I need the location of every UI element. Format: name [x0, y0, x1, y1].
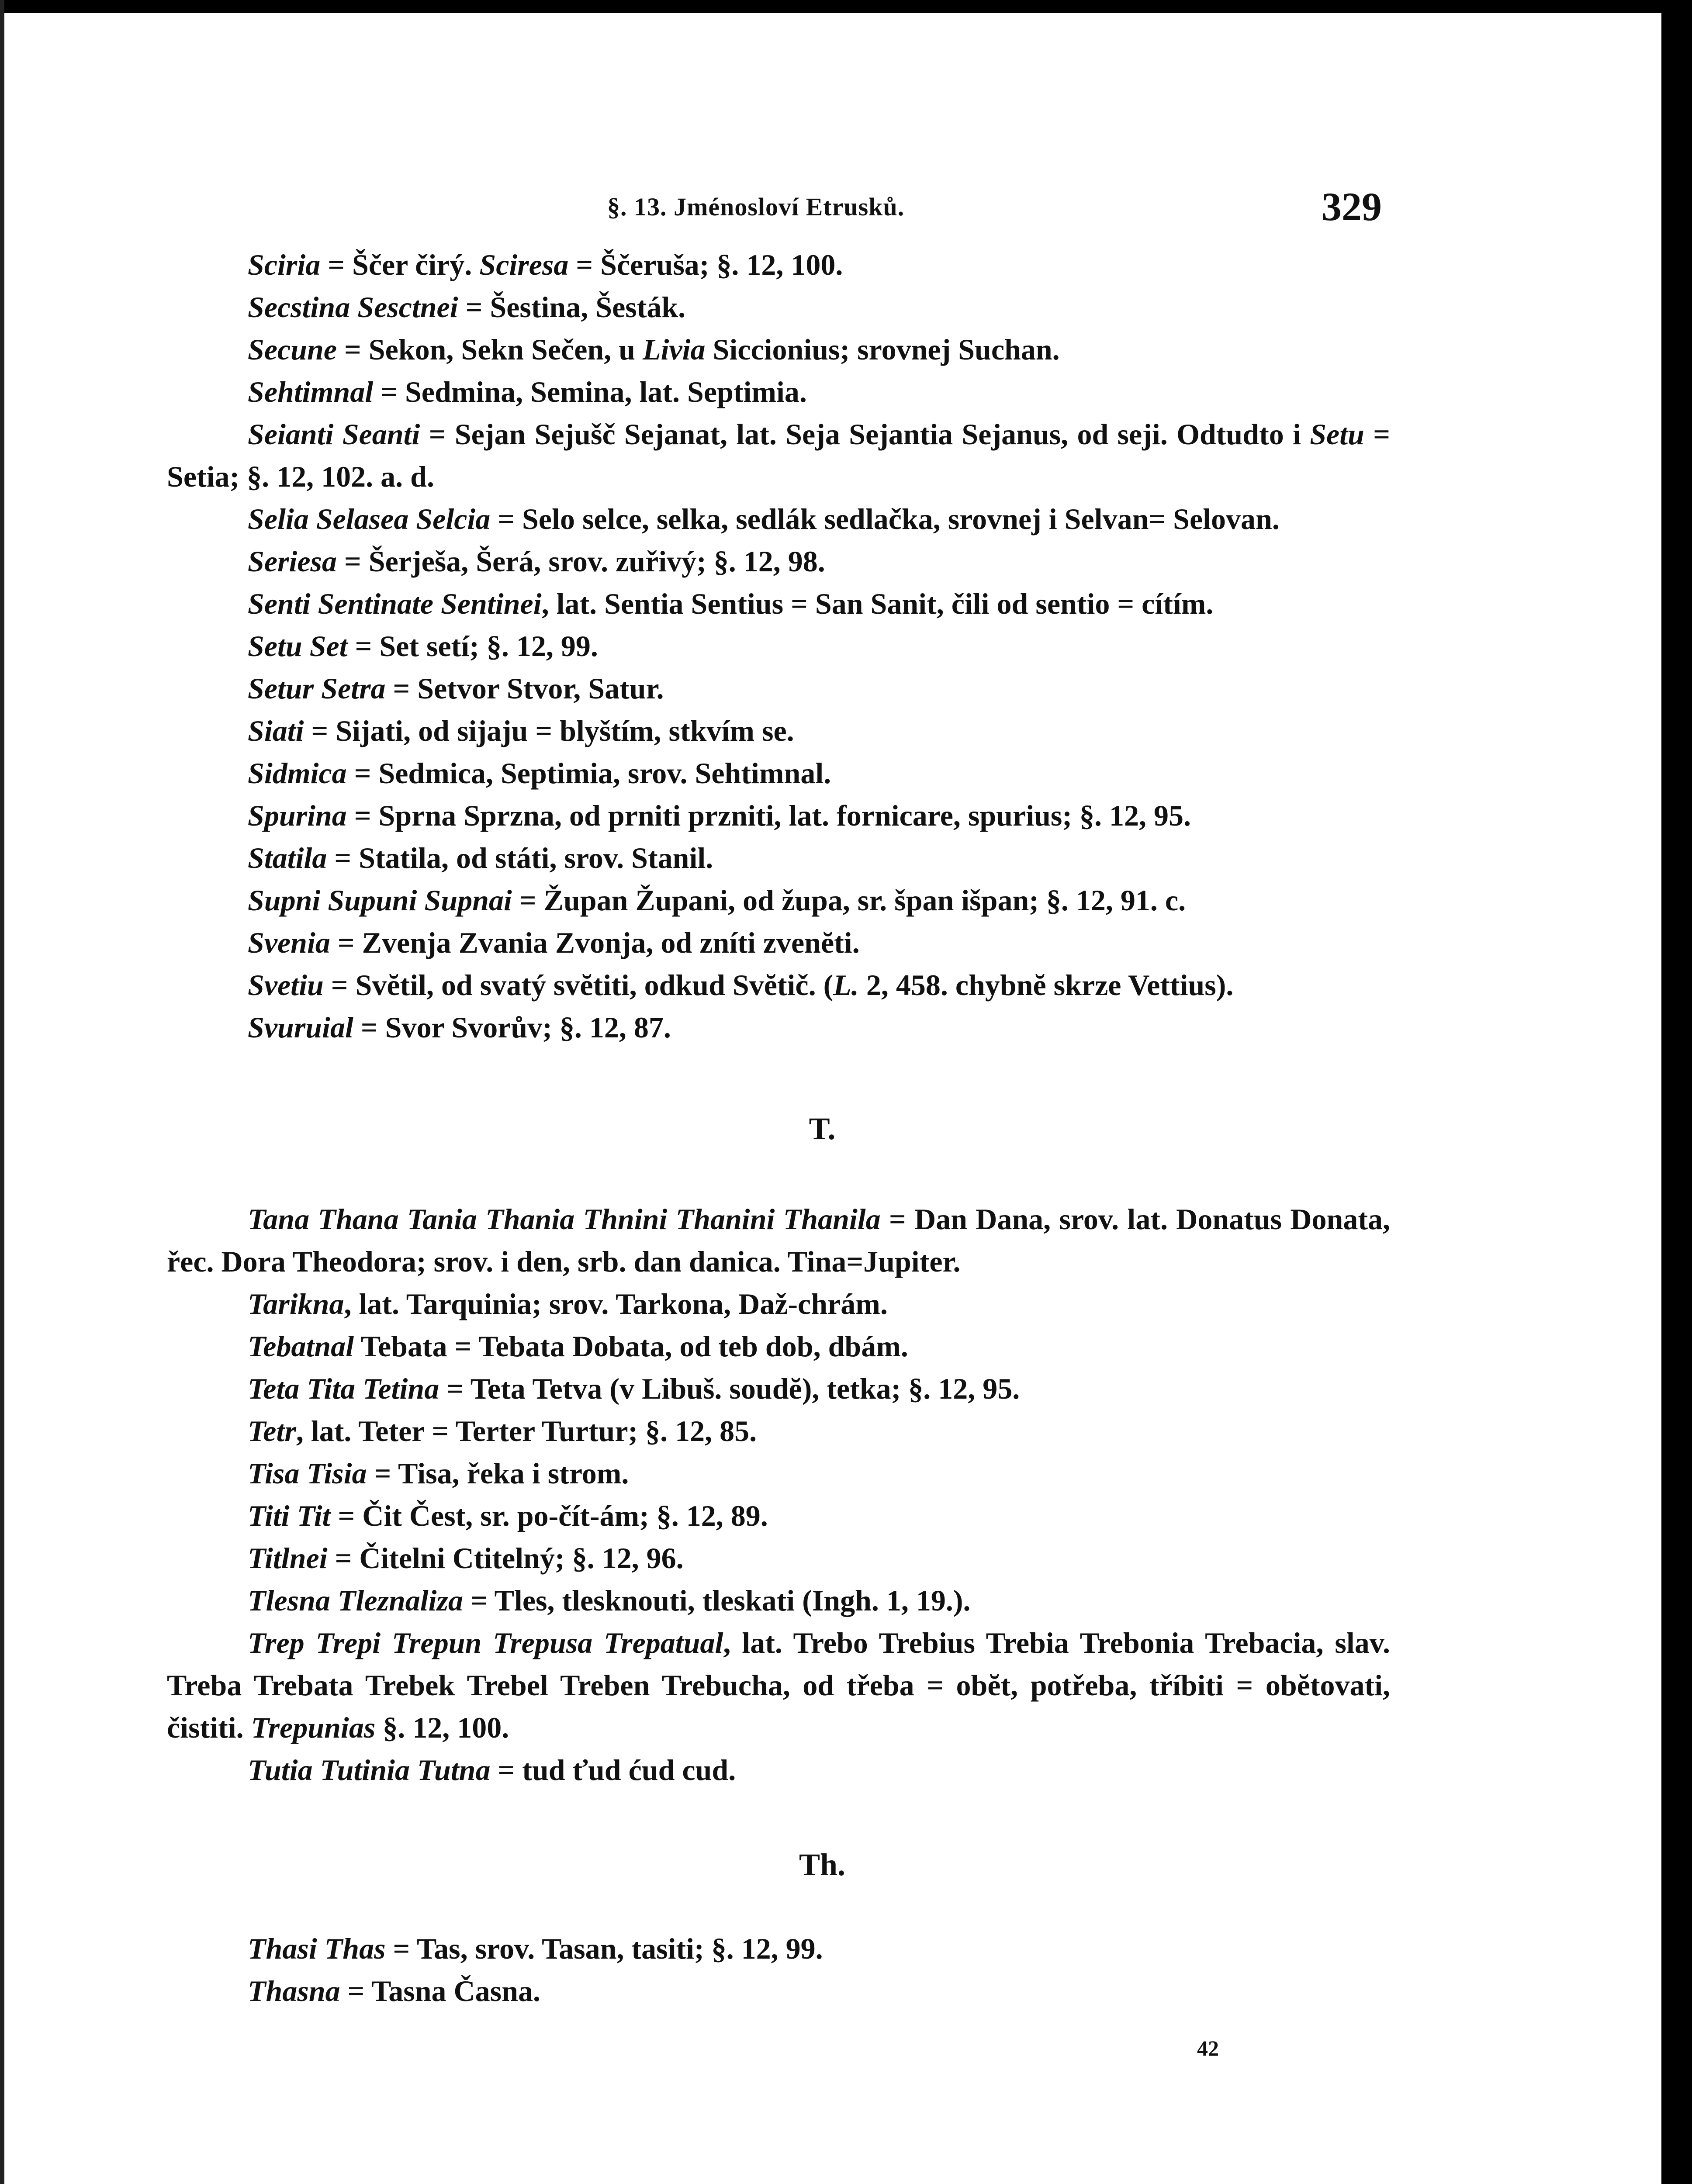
- section-heading-th: Th.: [799, 1847, 846, 1882]
- entry-headword: Senti Sentinate Sentinei: [248, 587, 542, 620]
- entry-gloss: = Tasna Časna.: [340, 1974, 540, 2008]
- entry-headword: Secstina Sesctnei: [248, 290, 458, 324]
- entry-gloss: = Ščeruša; §. 12, 100.: [568, 248, 843, 281]
- entry-headword: Setu Set: [248, 629, 348, 663]
- section-heading-t: T.: [809, 1111, 836, 1146]
- dictionary-entry: [167, 1495, 1390, 1537]
- entry-gloss: = Tas, srov. Tasan, tasiti; §. 12, 99.: [385, 1932, 823, 1965]
- entry-headword: Tutia Tutinia Tutna: [248, 1753, 491, 1787]
- entry-gloss: 2, 458. chybnĕ skrze Vettius).: [858, 968, 1234, 1002]
- entry-gloss: , lat. Teter = Terter Turtur; §. 12, 85.: [296, 1414, 757, 1448]
- entry-headword: Sciria: [248, 248, 321, 281]
- dictionary-entry: [167, 1579, 1390, 1622]
- dictionary-entry: [167, 286, 1390, 328]
- entry-headword: Titlnei: [248, 1541, 328, 1575]
- entry-gloss: = Tles, tlesknouti, tleskati (Ingh. 1, 19.).: [463, 1584, 971, 1617]
- entry-gloss: §. 12, 100.: [375, 1711, 509, 1744]
- signature-mark: 42: [1197, 2036, 1219, 2060]
- entry-gloss: = Svĕtil, od svatý svĕtiti, odkud Svĕtič. (: [323, 968, 834, 1002]
- entry-headword: Titi Tit: [248, 1499, 331, 1532]
- dictionary-entry: [167, 667, 1390, 710]
- dictionary-entry: [167, 540, 1390, 583]
- dictionary-entry: [167, 1410, 1390, 1452]
- dictionary-entry: [167, 1283, 1390, 1325]
- entry-headword: Sciresa: [479, 248, 569, 281]
- entry-headword: Trep Trepi Trepun Trepusa Trepatual: [248, 1626, 723, 1659]
- dictionary-entry: [167, 244, 1390, 286]
- entry-gloss: = Tisa, řeka i strom.: [367, 1457, 629, 1490]
- dictionary-entry: [167, 837, 1390, 879]
- entry-headword: Thasna: [248, 1974, 340, 2008]
- entry-gloss: = Župan Župani, od župa, sr. špan išpan; §. 12, 91. c.: [512, 884, 1186, 917]
- entry-headword: Sidmica: [248, 757, 347, 790]
- entry-gloss: = Statila, od státi, srov. Stanil.: [327, 841, 713, 874]
- entry-headword: Statila: [248, 841, 327, 874]
- entry-headword: Tarikna: [248, 1287, 344, 1320]
- entry-headword: Supni Supuni Supnai: [248, 884, 512, 917]
- entry-headword: Livia: [643, 333, 706, 366]
- entry-gloss: Siccionius; srovnej Suchan.: [705, 333, 1060, 366]
- dictionary-entry: [167, 371, 1390, 413]
- entry-gloss: = Svor Svorův; §. 12, 87.: [353, 1011, 671, 1044]
- entry-headword: Setur Setra: [248, 672, 386, 705]
- entry-headword: Siati: [248, 714, 304, 747]
- entry-gloss: = Čitelni Ctitelný; §. 12, 96.: [327, 1541, 684, 1575]
- entry-headword: Sehtimnal: [248, 375, 374, 408]
- dictionary-entry: [167, 1749, 1390, 1791]
- entry-gloss: , lat. Trebo Trebius Trebia Trebonia Trebacia, slav. Treba Trebata Trebek Trebel Treben Trebucha, od třeba = obĕt, potřeba, tříbiti = obĕtovati, čistiti.: [167, 1626, 1390, 1744]
- entry-headword: Setu: [1310, 418, 1364, 451]
- entries-th: [167, 1928, 1390, 2012]
- entry-headword: Spurina: [248, 799, 347, 832]
- dictionary-entry: [167, 583, 1390, 625]
- scan-edge-right: [1661, 0, 1692, 2184]
- entry-headword: L.: [833, 968, 859, 1002]
- entry-gloss: = Sedmina, Semina, lat. Septimia.: [373, 375, 807, 408]
- entry-gloss: = Ščer čirý.: [320, 248, 480, 281]
- entry-headword: Svetiu: [248, 968, 324, 1002]
- entry-gloss: = Šestina, Šesták.: [458, 290, 686, 324]
- dictionary-entry: [167, 328, 1390, 371]
- entry-gloss: = Setia; §. 12, 102. a. d.: [167, 418, 1390, 493]
- entry-headword: Svenia: [248, 926, 330, 959]
- dictionary-entry: [167, 1325, 1390, 1368]
- dictionary-entry: [167, 1928, 1390, 1970]
- entry-gloss: = Čit Čest, sr. po-čít-ám; §. 12, 89.: [330, 1499, 768, 1532]
- entry-gloss: = Sekon, Sekn Sečen, u: [337, 333, 643, 366]
- dictionary-entry: [167, 795, 1390, 837]
- dictionary-entry: [167, 1368, 1390, 1410]
- entry-gloss: = Sijati, od sijaju = blyštím, stkvím se.: [304, 714, 794, 747]
- dictionary-entry: [167, 752, 1390, 795]
- entry-headword: Tana Thana Tania Thania Thnini Thanini Thanila: [248, 1203, 881, 1236]
- dictionary-entry: [167, 498, 1390, 540]
- dictionary-entry: [167, 879, 1390, 922]
- entry-headword: Svuruial: [248, 1011, 353, 1044]
- entry-headword: Tebatnal: [248, 1330, 354, 1363]
- dictionary-entry: [167, 413, 1390, 498]
- entry-headword: Tetr: [248, 1414, 296, 1448]
- dictionary-text: [167, 244, 1390, 2012]
- entry-headword: Trepunias: [251, 1711, 376, 1744]
- entry-gloss: = Sejan Sejušč Sejanat, lat. Seja Sejantia Sejanus, od seji. Odtudto i: [420, 418, 1310, 451]
- entry-headword: Tisa Tisia: [248, 1457, 367, 1490]
- entry-gloss: = Dan Dana, srov. lat. Donatus Donata, řec. Dora Theodora; srov. i den, srb. dan danica. Tina=Jupiter.: [167, 1203, 1390, 1278]
- entry-gloss: = Sedmica, Septimia, srov. Sehtimnal.: [346, 757, 831, 790]
- dictionary-entry: [167, 1198, 1390, 1283]
- entry-gloss: = Set setí; §. 12, 99.: [347, 629, 598, 663]
- dictionary-entry: [167, 1006, 1390, 1049]
- entry-gloss: = Sprna Sprzna, od prniti przniti, lat. fornicare, spurius; §. 12, 95.: [346, 799, 1191, 832]
- entry-gloss: = Šerješa, Šerá, srov. zuřivý; §. 12, 98.: [337, 545, 825, 578]
- entry-headword: Secune: [248, 333, 337, 366]
- entry-gloss: , lat. Sentia Sentius = San Sanit, čili od sentio = cítím.: [541, 587, 1214, 620]
- entry-gloss: Tebata = Tebata Dobata, od teb dob, dbám.: [354, 1330, 908, 1363]
- dictionary-entry: [167, 1622, 1390, 1749]
- scan-edge-left: [0, 0, 4, 2184]
- entry-headword: Teta Tita Tetina: [248, 1372, 439, 1405]
- entry-gloss: = Teta Tetva (v Libuš. soudĕ), tetka; §. 12, 95.: [439, 1372, 1020, 1405]
- dictionary-entry: [167, 1452, 1390, 1495]
- dictionary-entry: [167, 710, 1390, 752]
- entry-gloss: = tud ťud ćud cud.: [490, 1753, 736, 1787]
- page-number: 329: [1322, 184, 1382, 229]
- entries-t: [167, 1198, 1390, 1791]
- entry-headword: Tlesna Tleznaliza: [248, 1584, 464, 1617]
- dictionary-entry: [167, 1537, 1390, 1579]
- entry-gloss: = Zvenja Zvania Zvonja, od zníti zvenĕti.: [330, 926, 860, 959]
- entry-headword: Seriesa: [248, 545, 337, 578]
- entries-s: [167, 244, 1390, 1049]
- entry-gloss: = Selo selce, selka, sedlák sedlačka, srovnej i Selvan= Selovan.: [490, 502, 1280, 536]
- page-header: [0, 183, 1692, 236]
- entry-headword: Selia Selasea Selcia: [248, 502, 491, 536]
- dictionary-entry: [167, 625, 1390, 667]
- entry-gloss: , lat. Tarquinia; srov. Tarkona, Daž-chrám.: [344, 1287, 888, 1320]
- dictionary-entry: [167, 1970, 1390, 2012]
- entry-gloss: = Setvor Stvor, Satur.: [385, 672, 664, 705]
- dictionary-entry: [167, 922, 1390, 964]
- dictionary-entry: [167, 964, 1390, 1006]
- entry-headword: Seianti Seanti: [248, 418, 420, 451]
- scan-edge-top: [0, 0, 1692, 13]
- running-title: §. 13. Jménosloví Etrusků.: [607, 193, 905, 221]
- entry-headword: Thasi Thas: [248, 1932, 386, 1965]
